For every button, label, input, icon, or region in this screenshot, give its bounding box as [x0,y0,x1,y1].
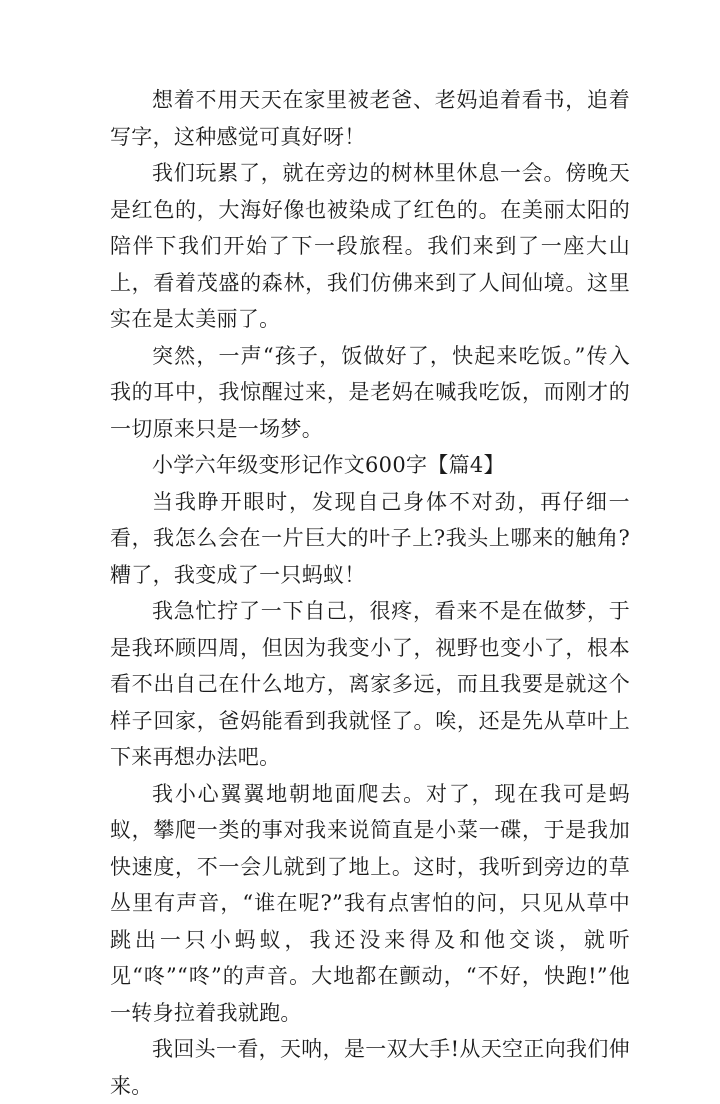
paragraph: 我们玩累了，就在旁边的树林里休息一会。傍晚天是红色的，大海好像也被染成了红色的。在美丽太阳的陪伴下我们开始了下一段旅程。我们来到了一座大山上，看着茂盛的森林，我们仿佛来到了人间仙境。这里实在是太美丽了。 [110,161,630,331]
paragraph: 我急忙拧了一下自己，很疼，看来不是在做梦，于是我环顾四周，但因为我变小了，视野也变小了，根本看不出自己在什么地方，离家多远，而且我要是就这个样子回家，爸妈能看到我就怪了。唉，还是先从草叶上下来再想办法吧。 [110,599,630,769]
paragraph: 想着不用天天在家里被老爸、老妈追着看书，追着写字，这种感觉可真好呀！ [110,88,630,149]
section-heading: 小学六年级变形记作文600字【篇4】 [152,453,505,477]
paragraph: 我小心翼翼地朝地面爬去。对了，现在我可是蚂蚁，攀爬一类的事对我来说简直是小菜一碟，于是我加快速度，不一会儿就到了地上。这时，我听到旁边的草丛里有声音，“谁在呢?”我有点害怕的问，只见从草中跳出一只小蚂蚁，我还没来得及和他交谈，就听见“咚”“咚”的声音。大地都在颤动，“不好，快跑!”他一转身拉着我就跑。 [110,781,630,1025]
paragraph: 突然，一声“孩子，饭做好了，快起来吃饭。”传入我的耳中，我惊醒过来，是老妈在喊我吃饭，而刚才的一切原来只是一场梦。 [110,343,630,441]
document-body [110,82,630,1104]
paragraph: 当我睁开眼时，发现自己身体不对劲，再仔细一看，我怎么会在一片巨大的叶子上?我头上哪来的触角?糟了，我变成了一只蚂蚁！ [110,489,630,587]
paragraph: 我回头一看，天呐，是一双大手!从天空正向我们伸来。 [110,1037,630,1098]
